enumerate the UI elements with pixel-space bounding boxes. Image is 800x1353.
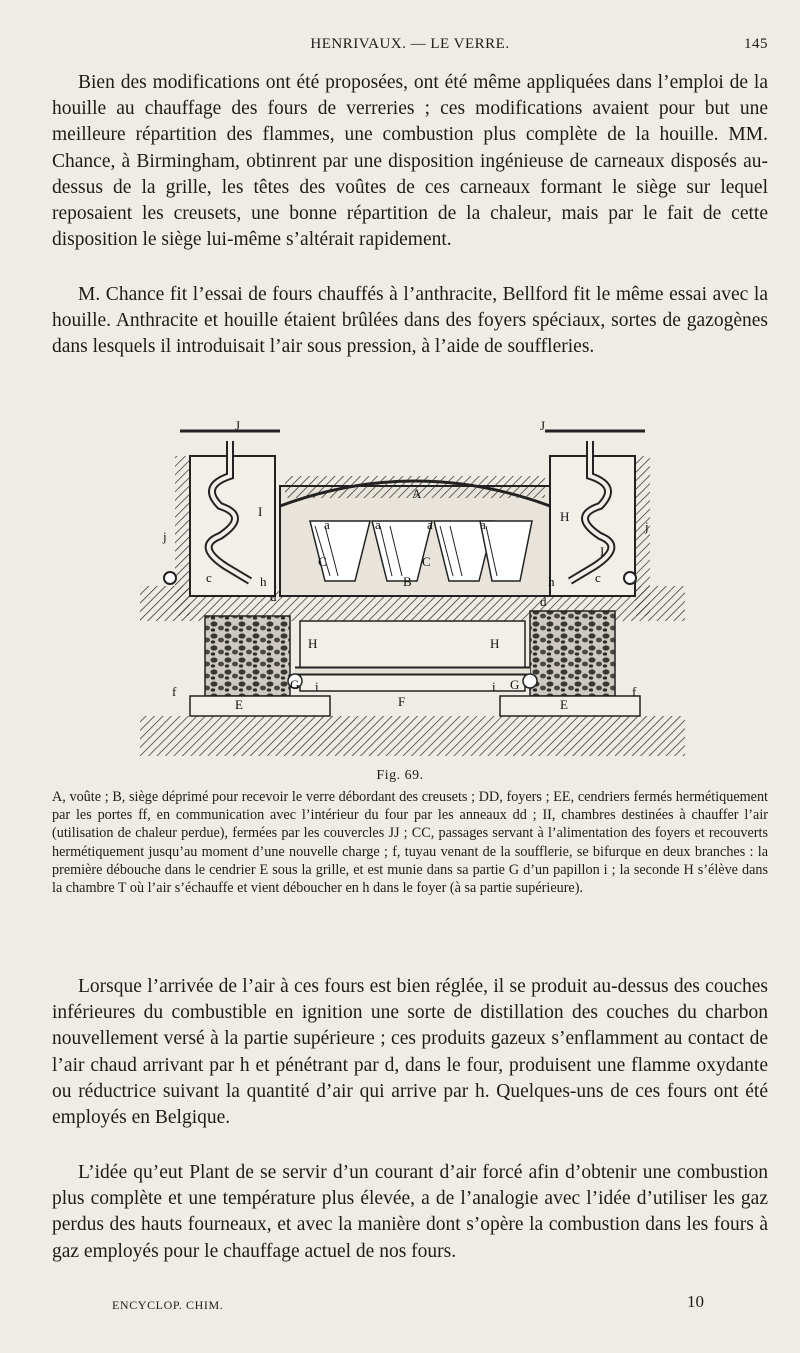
label-f-left: f xyxy=(172,684,177,699)
label-G-right: G xyxy=(510,677,520,692)
label-a2: a xyxy=(375,517,381,532)
label-f-right: f xyxy=(632,684,637,699)
footer-signature: ENCYCLOP. CHIM. xyxy=(112,1298,224,1312)
label-c-right: c xyxy=(595,570,601,585)
label-H-low-right: H xyxy=(490,636,500,651)
label-c-left: c xyxy=(206,570,212,585)
label-h-right: h xyxy=(548,574,555,589)
foundation-masonry xyxy=(140,716,685,756)
label-h-left: h xyxy=(260,574,267,589)
label-a3: a xyxy=(427,517,433,532)
figure-legend: A, voûte ; B, siège déprimé pour recevoir le verre débordant des creusets ; DD, foyers ; EE, cendriers fermés hermétiquement par les portes ff, en communication avec l’intérieur du four par les anneaux dd ; II, chambres destinées à chauffer l’air (utilisation de chaleur perdue), fermées par les couvercles JJ ; CC, passages servant à l’alimentation des foyers et recouverts hermétiquement jusqu’au moment d’une nouvelle charge ; f, tuyau venant de la soufflerie, se bifurque en deux branches : la première débouche dans le cendrier E sous la grille, et est munie dans sa partie G d’un papillon i ; la seconde H s’élève dans la chambre T où l’air s’échauffe et vient déboucher en h dans le foyer (à sa partie supérieure). xyxy=(52,789,768,897)
paragraph-1: Bien des modifications ont été proposées, ont été même appliquées dans l’emploi de la houille au chauffage des fours de verreries ; ces modifications avaient pour but une meilleure répartition des flammes, une combustion plus complète de la houille. MM. Chance, à Birmingham, obtinrent par une disposition ingénieuse de carneaux disposés au-dessus de la grille, les têtes des voûtes de ces carneaux formant le siège sur lequel reposaient les creusets, une bonne répartition de la chaleur, mais par le fait de cette disposition le siège lui-même s’altérait rapidement. xyxy=(52,72,768,251)
label-J-left: J xyxy=(235,418,241,433)
label-d-left: d xyxy=(270,589,277,604)
label-j-right: j xyxy=(645,519,649,534)
label-I-right: I xyxy=(600,544,605,559)
figure-title: Fig. 69. xyxy=(376,768,424,783)
label-J-right: J xyxy=(540,418,546,433)
label-C-mid: C xyxy=(422,554,431,569)
footer-sheet-number: 10 xyxy=(687,1292,704,1311)
label-F: F xyxy=(398,694,406,709)
label-E-left: E xyxy=(235,697,243,712)
label-j-left: j xyxy=(163,529,167,544)
label-H-low-left: H xyxy=(308,636,318,651)
label-d-right: d xyxy=(540,594,547,609)
furnace-figure xyxy=(140,416,685,756)
label-H-right: H xyxy=(560,509,570,524)
label-i-left: i xyxy=(315,679,319,694)
label-E-right: E xyxy=(560,697,568,712)
page-number: 145 xyxy=(744,36,768,52)
label-a1: a xyxy=(324,517,330,532)
label-i-right: i xyxy=(492,679,496,694)
label-G-left: G xyxy=(290,677,300,692)
label-a4: a xyxy=(480,517,486,532)
paragraph-2: M. Chance fit l’essai de fours chauffés à l’anthracite, Bellford fit le même essai avec la houille. Anthracite et houille étaient brûlées dans des foyers spéciaux, sortes de gazogènes dans lesquels il introduisait l’air sous pression, à l’aide de souffleries. xyxy=(52,284,768,358)
page-header xyxy=(52,36,768,58)
paragraph-4: L’idée qu’eut Plant de se servir d’un courant d’air forcé afin d’obtenir une combustion plus complète et une température plus élevée, a de l’analogie avec l’idée d’utiliser les gaz perdus des hauts fourneaux, et avec la manière dont s’opère la combustion dans les fours à gaz employés pour le chauffage actuel de nos fours. xyxy=(52,1162,768,1262)
label-A: A xyxy=(412,486,422,501)
paragraph-3: Lorsque l’arrivée de l’air à ces fours est bien réglée, il se produit au-dessus des couches inférieures du combustible en ignition une sorte de distillation des couches du charbon nouvellement versé à la partie supérieure ; ces produits gazeux s’enflamment au contact de l’air chaud arrivant par h et pénétrant par d, dans le four, produisent une flamme oxydante ou réductrice suivant la quantité d’air qui arrive par h. Quelques-uns de ces fours ont été employés en Belgique. xyxy=(52,976,768,1129)
running-title: HENRIVAUX. — LE VERRE. xyxy=(310,36,510,52)
label-B: B xyxy=(403,574,412,589)
label-I-left: I xyxy=(258,504,263,519)
label-C-left: C xyxy=(318,554,327,569)
